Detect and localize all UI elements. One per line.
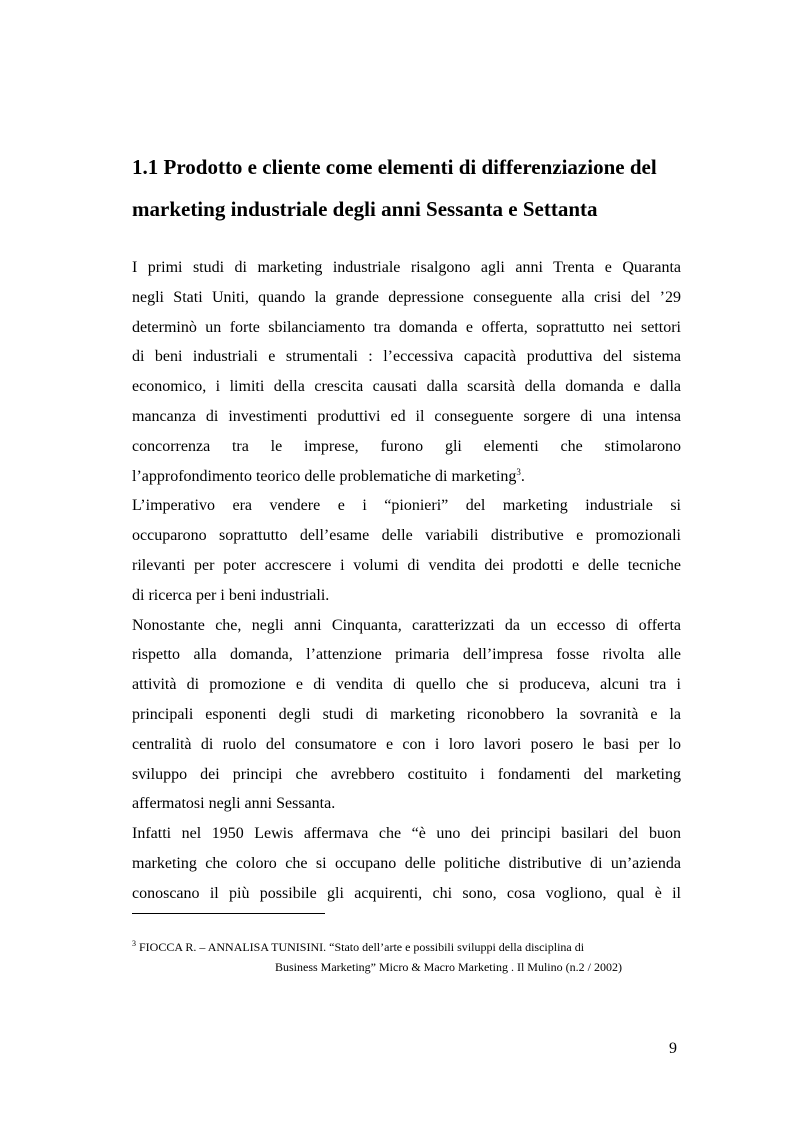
text-line: mancanza di investimenti produttivi ed il conseguente sorgere di una intensa [132, 407, 681, 425]
paragraph-2 [132, 491, 681, 610]
paragraph-4 [132, 819, 681, 908]
text-line: centralità di ruolo del consumatore e con i loro lavori posero le basi per lo [132, 735, 681, 753]
text-segment: l’approfondimento teorico delle problematiche di marketing [132, 467, 517, 485]
text-line: Nonostante che, negli anni Cinquanta, caratterizzati da un eccesso di offerta [132, 616, 681, 634]
heading-line-2: marketing industriale degli anni Sessanta e Settanta [132, 197, 598, 221]
heading-line-1: 1.1 Prodotto e cliente come elementi di differenziazione del [132, 155, 657, 179]
text-line [132, 462, 681, 492]
body-text [132, 253, 681, 909]
text-line: I primi studi di marketing industriale risalgono agli anni Trenta e Quaranta [132, 259, 681, 276]
text-line: marketing che coloro che si occupano delle politiche distributive di un’azienda [132, 854, 681, 872]
footnote-second-line: Business Marketing” Micro & Macro Marketing . Il Mulino (n.2 / 2002) [275, 960, 622, 974]
text-line: L’imperativo era vendere e i “pionieri” del marketing industriale si [132, 497, 681, 515]
footnote-first-line [132, 940, 584, 954]
text-line: determinò un forte sbilanciamento tra domanda e offerta, soprattutto nei settori [132, 318, 681, 336]
text-line: sviluppo dei principi che avrebbero costituito i fondamenti del marketing [132, 765, 681, 783]
text-line: di beni industriali e strumentali : l’eccessiva capacità produttiva del sistema [132, 348, 681, 366]
text-line: conoscano il più possibile gli acquirenti, chi sono, cosa vogliono, qual è il [132, 884, 681, 902]
text-line: occuparono soprattutto dell’esame delle variabili distributive e promozionali [132, 527, 681, 545]
text-line: attività di promozione e di vendita di quello che si produceva, alcuni tra i [132, 676, 681, 694]
footnote [132, 937, 692, 977]
text-line: rilevanti per poter accrescere i volumi di vendita dei prodotti e delle tecniche [132, 556, 681, 574]
paragraph-1 [132, 253, 681, 491]
text-line: negli Stati Uniti, quando la grande depressione conseguente alla crisi del ’29 [132, 288, 681, 306]
footnote-text: FIOCCA R. – ANNALISA TUNISINI. “Stato dell’arte e possibili sviluppi della disciplina di [136, 940, 585, 954]
page-number: 9 [669, 1040, 677, 1057]
text-segment: . [520, 467, 525, 485]
section-heading [132, 146, 692, 230]
text-line: di ricerca per i beni industriali. [132, 586, 330, 604]
footnote-marker: 3 [132, 939, 136, 948]
text-line: affermatosi negli anni Sessanta. [132, 795, 336, 813]
text-line: economico, i limiti della crescita causati dalla scarsità della domanda e dalla [132, 378, 681, 396]
text-line: Infatti nel 1950 Lewis affermava che “è uno dei principi basilari del buon [132, 825, 681, 843]
footnote-separator [132, 913, 325, 914]
text-line: rispetto alla domanda, l’attenzione primaria dell’impresa fosse rivolta alle [132, 646, 681, 664]
text-line: principali esponenti degli studi di marketing riconobbero la sovranità e la [132, 705, 681, 723]
text-line: concorrenza tra le imprese, furono gli elementi che stimolarono [132, 437, 681, 455]
footnote-reference[interactable]: 3 [516, 466, 521, 477]
paragraph-3 [132, 611, 681, 820]
